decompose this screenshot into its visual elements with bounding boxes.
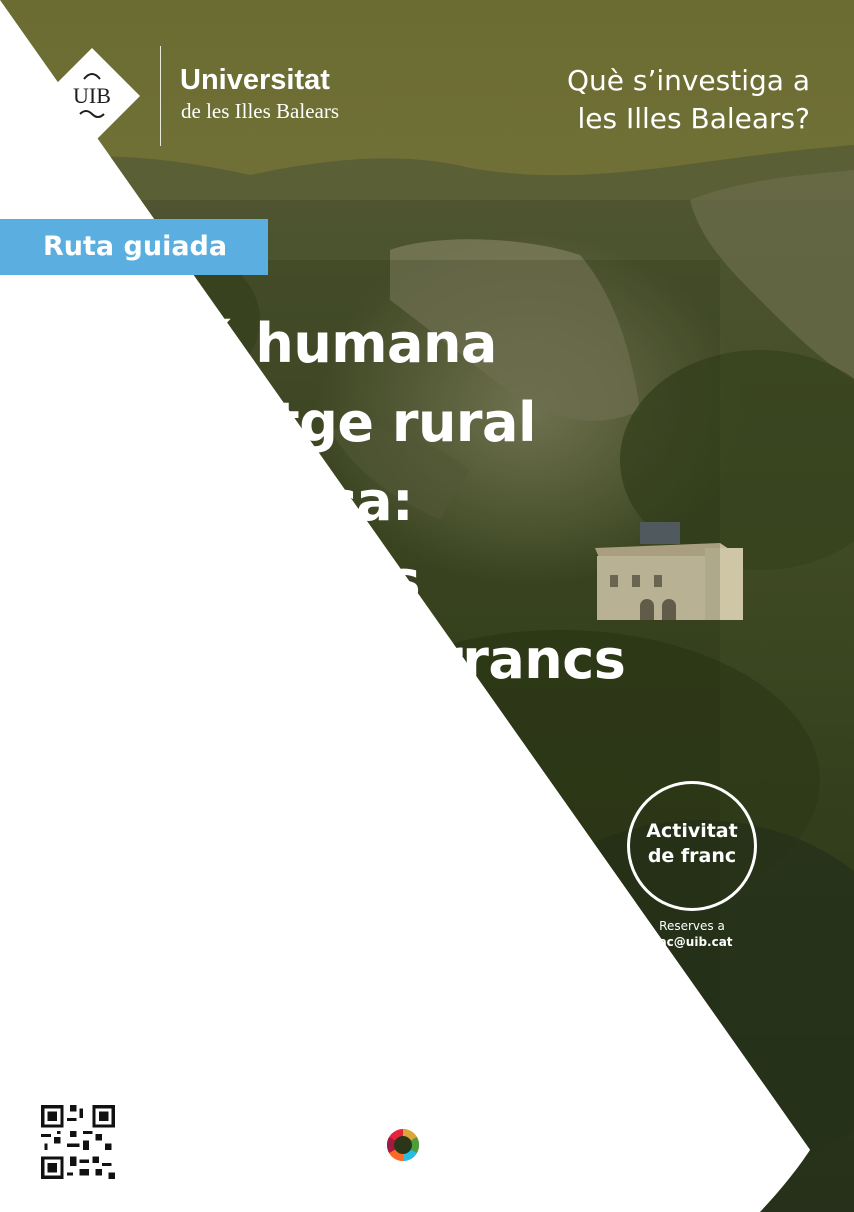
title-line: al paisatge rural xyxy=(42,391,536,454)
title-line: planes als barrancs xyxy=(42,628,626,691)
free-line-2: de franc xyxy=(647,845,737,867)
footer-divider xyxy=(278,1118,279,1180)
bus-note: Hi haurà servei d’autocar per retornar al punt d’inici xyxy=(42,920,409,936)
tagline-question xyxy=(480,62,810,138)
servei-credit xyxy=(290,1126,358,1174)
sdg-wheel-icon xyxy=(380,1118,426,1180)
activity-type-badge xyxy=(0,219,268,275)
speaker-prefix: A càrrec de xyxy=(42,734,167,759)
vicerectorat-credit xyxy=(153,1126,277,1174)
info-label: INFORMACIÓ xyxy=(40,1085,116,1096)
svg-text:#SomUIB: #SomUIB xyxy=(386,1170,420,1178)
servei-line: Culturals xyxy=(290,1159,344,1173)
tagline-line-2: les Illes Balears? xyxy=(577,102,810,135)
servei-line: Servei xyxy=(290,1127,328,1141)
uib-logo-icon xyxy=(42,46,142,146)
limited-places: Places limitades xyxy=(42,957,199,977)
speaker-line xyxy=(42,732,467,762)
title-line: de les terres xyxy=(42,549,421,612)
title-line: L’acció humana xyxy=(42,312,497,375)
logo-divider xyxy=(160,46,161,146)
difficulty-level: Nivell de dificultat: una bota xyxy=(42,995,241,1011)
tagline-line-1: Què s’investiga a xyxy=(566,64,810,97)
event-title xyxy=(42,304,802,699)
reserve-label: Reserves a xyxy=(659,919,725,933)
vicerectorat-line: Vicerectorat xyxy=(153,1127,226,1141)
speaker-name: Pere Fraga i Arguimbau xyxy=(173,734,468,759)
vicerectorat-line: i Universitat Oberta xyxy=(153,1159,271,1173)
divider-rule xyxy=(42,805,74,807)
reservations xyxy=(627,918,757,950)
reserve-email-link[interactable]: sac@uib.cat xyxy=(651,935,733,949)
website-bold: sac xyxy=(453,1137,500,1166)
event-time: De 9 a 14 hores xyxy=(42,856,263,885)
title-line: de Menorca: xyxy=(42,470,414,533)
qr-code-icon[interactable] xyxy=(38,1102,118,1182)
website-rest: .uib.cat xyxy=(499,1137,593,1166)
event-date: Dissabte 10 de maig de 2025 xyxy=(42,822,452,851)
svg-text:UIB: UIB xyxy=(73,83,111,108)
free-line-1: Activitat xyxy=(646,820,738,842)
university-subtitle: de les Illes Balears xyxy=(181,99,340,123)
meeting-point: Punt de trobada i inici de la ruta: pla de l’Església, Ferreries xyxy=(42,902,520,918)
divider-rule xyxy=(42,713,74,715)
university-name: Universitat xyxy=(180,64,330,96)
speaker-role: Botànic xyxy=(42,765,99,783)
servei-line: d’Activitats xyxy=(290,1143,358,1157)
free-activity-text xyxy=(627,819,757,869)
design-credits: Disseny 2024-25: Servei d’Identitat i Cultura Institucional de la Universitat de les Illes Balears xyxy=(40,1193,369,1201)
badge-label: Ruta guiada xyxy=(43,231,228,262)
vicerectorat-line: de Projecció Cultural xyxy=(153,1143,277,1157)
website-link[interactable] xyxy=(453,1136,593,1168)
footer-divider xyxy=(141,1118,142,1180)
